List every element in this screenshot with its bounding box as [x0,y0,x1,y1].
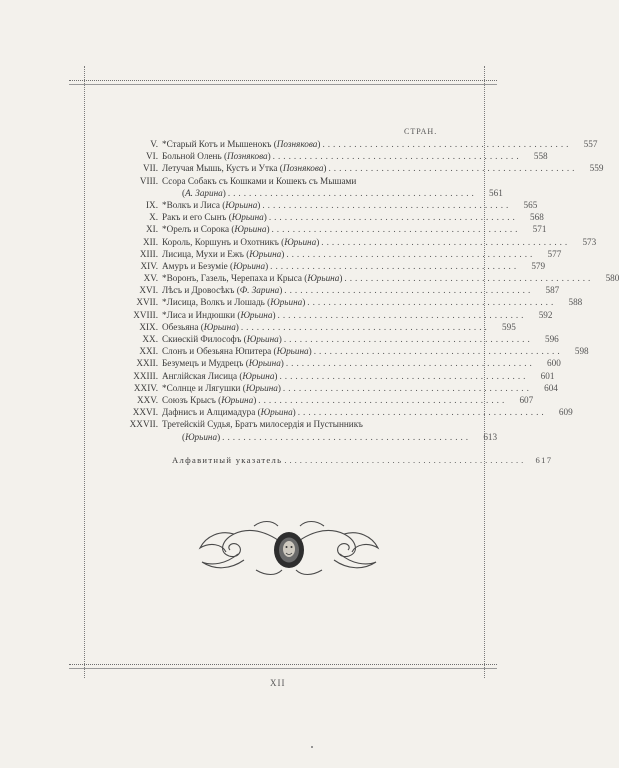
entry-title-text: Дафнисъ и Алцимадура [162,407,256,418]
entry-title: *Волкъ и Лиса (Юрьина) [162,199,261,210]
entry-number: XVI. [139,285,158,296]
entry-title-text: Англійская Лисица [162,370,238,381]
entry-translator: Юрьина [234,224,267,235]
dot-leader: ............................................... [272,151,522,162]
entry-title: Король, Коршунъ и Охотникъ (Юрьина) [162,236,320,247]
entry-page: 568 [530,212,544,223]
toc-entry [120,345,589,357]
toc-entry [120,248,562,260]
entry-title-text: Ракъ и его Сынъ [162,212,227,223]
dot-leader: ............................................... [282,382,532,393]
entry-number: VIII. [139,175,158,186]
entry-number: XXI. [139,346,158,357]
entry-title: Обезьяна (Юрьина) [162,321,239,332]
entry-translator: Юрьина [270,297,303,308]
entry-title: Англійская Лисица (Юрьина) [162,370,278,381]
entry-title-text: Летучая Мышь, Кустъ и Утка [162,163,278,174]
toc-entry [120,162,604,174]
toc-entry [120,370,555,382]
dot-leader: ............................................... [268,212,518,223]
entry-number: XV. [143,273,158,284]
entry-title: Ссора Собакъ съ Кошками и Кошекъ съ Мышами [162,175,357,186]
entry-translator: Юрьина [240,309,273,320]
frame-bottom-rule-inner [69,668,497,669]
toc-entry [120,284,560,296]
entry-translator: Юрьина [248,358,281,369]
entry-page: 613 [483,431,498,442]
dot-leader: ............................................... [322,139,572,149]
entry-translator: Юрьина [260,407,293,418]
entry-number: XXIV. [133,382,158,393]
toc-entry [120,357,561,369]
entry-title: Безумецъ и Мудрецъ (Юрьина) [162,358,284,369]
dot-leader: ............................................... [262,199,512,210]
dot-leader: ............................................... [222,431,472,442]
toc-entry [120,296,583,308]
entry-number: XIV. [140,260,158,271]
entry-page: 604 [544,382,558,393]
entry-page: 571 [532,224,547,235]
entry-title: Союзъ Крысъ (Юрьина) [162,394,257,405]
entry-number: XVIII. [133,309,158,320]
entry-title: Ракъ и его Сынъ (Юрьина) [162,212,267,223]
frame-left-rule [84,66,85,678]
entry-title: Больной Олень (Познякова) [162,151,271,162]
entry-number: XVII. [136,297,158,308]
dot-leader: ............................................... [307,297,557,308]
dot-leader: ............................................... [286,248,536,259]
dot-leader: ............................................... [297,407,547,418]
entry-translator: Ф. Зарина [239,285,280,296]
entry-title: *Лисица, Волкъ и Лошадь (Юрьина) [162,297,306,308]
entry-translator: Юрьина [185,431,218,442]
entry-title: *Орелъ и Сорока (Юрьина) [162,224,270,235]
dot-leader: ............................................... [270,260,520,271]
entry-title: Скиѳскій Философъ (Юрьина) [162,334,282,344]
entry-page: 577 [547,248,562,259]
entry-number: XII. [142,236,158,247]
toc-entry [120,321,516,333]
toc-entry [120,175,438,187]
entry-number: X. [149,212,158,223]
entry-page: 592 [538,309,553,320]
entry-title: Третейскій Судья, Братъ милосердія и Пустынникъ [162,419,363,430]
entry-title: Лѣсъ и Дровосѣкъ (Ф. Зарина) [162,285,283,296]
dot-leader: ............................................... [284,285,534,296]
entry-translator: Познякова [276,139,318,149]
toc-entry [120,406,573,418]
toc-entry [120,418,438,430]
entry-title: Амуръ и Безуміе (Юрьина) [162,260,269,271]
entry-title-text: Безумецъ и Мудрецъ [162,358,244,369]
entry-translator: Юрьина [307,273,340,284]
entry-number: VI. [146,151,158,162]
entry-title: *Солнце и Лягушки (Юрьина) [162,382,281,393]
entry-page: 601 [540,370,555,381]
entry-title-text: Лѣсъ и Дровосѣкъ [162,285,235,296]
entry-title: Летучая Мышь, Кустъ и Утка (Познякова) [162,163,327,174]
entry-page: 580 [605,273,619,284]
entry-number: XXII. [136,358,158,369]
entry-translator: Юрьина [245,382,278,393]
entry-title: (А. Зарина) [182,187,226,198]
dot-leader: ............................................... [284,455,527,465]
entry-number: XXVI. [132,407,158,418]
toc-entry [120,260,546,272]
entry-translator: Познякова [227,151,268,162]
dot-leader: ............................................... [271,224,521,235]
entry-page: 573 [582,236,597,247]
entry-number: VII. [142,163,158,174]
index-label: Алфавитный указатель [172,455,283,465]
entry-translator: Юрьина [221,394,254,405]
entry-title: Слонъ и Обезьяна Юпитера (Юрьина) [162,346,312,357]
toc-entry [120,211,544,223]
dot-leader: ............................................... [328,163,578,174]
page-column-label: СТРАН. [404,127,438,136]
entry-page: 607 [519,394,534,405]
frame-top-rule [69,80,497,81]
entry-number: XX. [142,334,158,344]
page-number: XII [270,678,286,688]
toc-entry [120,223,547,235]
frame-top-rule-inner [69,84,497,85]
entry-page: 595 [502,321,516,332]
toc-entry [120,199,538,211]
dot-leader: ............................................... [277,309,527,320]
entry-translator: Юрьина [225,199,258,210]
table-of-contents [120,138,619,443]
entry-page: 588 [568,297,583,308]
entry-title-text: Скиѳскій Философъ [162,334,242,344]
dot-leader: ............................................... [321,236,571,247]
dot-leader: ............................................... [258,394,508,405]
frame-bottom-rule [69,664,497,665]
entry-page: 598 [574,346,589,357]
entry-page: 559 [589,163,604,174]
dot-leader: ............................................... [313,346,563,357]
entry-number: XI. [146,224,158,235]
entry-translator: А. Зарина [185,187,223,198]
entry-page: 600 [547,358,561,369]
entry-page: 557 [583,139,598,149]
entry-title-text: *Солнце и Лягушки [162,382,241,393]
toc-entry-continuation [120,431,498,443]
entry-title-text: *Воронъ, Газель, Черепаха и Крыса [162,273,302,284]
entry-title: (Юрьина) [182,431,221,442]
decorative-vignette [196,514,382,584]
entry-title: *Лиса и Индюшки (Юрьина) [162,309,276,320]
toc-entry [120,272,619,284]
entry-translator: Юрьина [276,346,309,357]
entry-title: *Старый Котъ и Мышенокъ (Познякова) [162,139,321,149]
entry-page: 579 [531,260,546,271]
entry-translator: Юрьина [203,321,236,332]
entry-title-text: *Старый Котъ и Мышенокъ [162,139,272,149]
entry-title-text: Обезьяна [162,321,199,332]
entry-translator: Юрьина [231,212,264,223]
entry-translator: Юрьина [242,370,275,381]
toc-entry [120,382,558,394]
entry-title: Дафнисъ и Алцимадура (Юрьина) [162,407,296,418]
entry-title-text: *Орелъ и Сорока [162,224,230,235]
entry-page: 609 [558,407,573,418]
toc-entry [120,394,534,406]
entry-page: 561 [489,187,503,198]
toc-entry [120,333,559,345]
alphabetical-index-entry [172,455,553,467]
entry-number: XXVII. [129,419,158,430]
entry-title-text: Король, Коршунъ и Охотникъ [162,236,279,247]
dot-leader: ............................................... [283,334,533,344]
entry-page: 558 [533,151,548,162]
entry-title-text: *Волкъ и Лиса [162,199,220,210]
entry-title: *Воронъ, Газель, Черепаха и Крыса (Юрьина) [162,273,343,284]
entry-number: XIX. [139,321,158,332]
toc-entry [120,150,548,162]
dot-leader: ............................................... [279,370,529,381]
entry-number: IX. [146,199,158,210]
entry-title-text: *Лиса и Индюшки [162,309,236,320]
entry-title-text: Больной Олень [162,151,222,162]
entry-translator: Познякова [282,163,324,174]
entry-title-text: *Лисица, Волкъ и Лошадь [162,297,265,308]
dot-leader: ............................................... [227,187,477,198]
print-mark [311,746,313,748]
entry-title: Лисица, Мухи и Ежъ (Юрьина) [162,248,285,259]
entry-page: 596 [544,334,559,344]
entry-number: V. [150,139,158,149]
toc-entry-continuation [120,187,503,199]
entry-number: XXIII. [133,370,158,381]
entry-translator: Юрьина [246,334,279,344]
dot-leader: ............................................... [344,273,594,284]
entry-title-text: Лисица, Мухи и Ежъ [162,248,244,259]
entry-page: 565 [523,199,538,210]
entry-title-text: Слонъ и Обезьяна Юпитера [162,346,272,357]
entry-translator: Юрьина [233,260,266,271]
entry-title-text: Союзъ Крысъ [162,394,216,405]
entry-translator: Юрьина [249,248,282,259]
toc-entry [120,138,598,150]
entry-title-text: Амуръ и Безуміе [162,260,228,271]
entry-translator: Юрьина [284,236,317,247]
dot-leader: ............................................... [240,321,490,332]
index-page: 617 [535,455,553,465]
toc-entry [120,236,597,248]
entry-page: 587 [545,285,560,296]
entry-number: XIII. [139,248,158,259]
entry-number: XXV. [136,394,158,405]
toc-entry [120,309,553,321]
dot-leader: ............................................... [285,358,535,369]
